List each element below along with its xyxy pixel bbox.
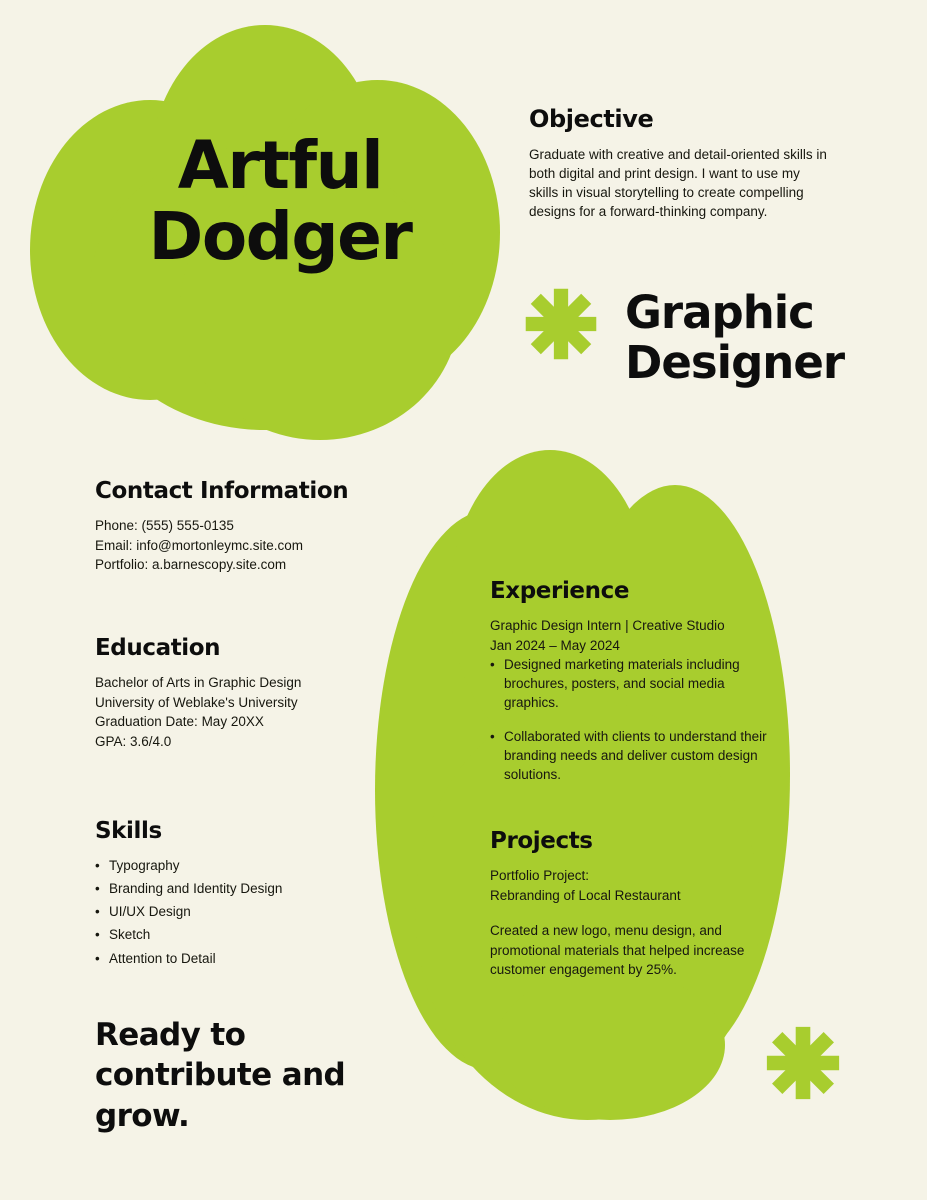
projects-section bbox=[490, 828, 780, 980]
list-item: • Attention to Detail bbox=[95, 949, 395, 968]
list-item: • Collaborated with clients to understand their branding needs and deliver custom design solutions. bbox=[490, 727, 780, 784]
list-item: • UI/UX Design bbox=[95, 902, 395, 921]
role-line-1: Graphic bbox=[625, 286, 814, 339]
tagline-line-1: Ready to bbox=[95, 1017, 246, 1053]
experience-title: Experience bbox=[490, 578, 630, 604]
role-line-2: Designer bbox=[625, 335, 845, 389]
contact-title: Contact Information bbox=[95, 478, 349, 504]
closing-tagline bbox=[95, 1015, 425, 1136]
list-item: • Designed marketing materials including brochures, posters, and social media graphics. bbox=[490, 655, 780, 712]
experience-position: Graphic Design Intern | Creative Studio bbox=[490, 618, 725, 633]
candidate-name bbox=[100, 127, 460, 276]
contact-phone: Phone: (555) 555-0135 bbox=[95, 518, 234, 533]
experience-bullets bbox=[490, 655, 780, 784]
skills-section bbox=[95, 818, 395, 972]
skills-list bbox=[95, 856, 395, 968]
education-school: University of Weblake's University bbox=[95, 694, 298, 710]
education-graduation-date: Graduation Date: May 20XX bbox=[95, 714, 264, 730]
name-first: Artful bbox=[177, 127, 383, 204]
tagline-line-2: contribute and grow. bbox=[95, 1057, 346, 1134]
project-name-line-2: Rebranding of Local Restaurant bbox=[490, 887, 681, 903]
project-name-line-1: Portfolio Project: bbox=[490, 868, 590, 883]
skills-title: Skills bbox=[95, 818, 162, 844]
objective-section bbox=[529, 105, 829, 222]
asterisk-icon-bottom bbox=[760, 1020, 846, 1106]
contact-email: Email: info@mortonleymc.site.com bbox=[95, 537, 304, 553]
education-gpa: GPA: 3.6/4.0 bbox=[95, 733, 172, 749]
list-item: • Sketch bbox=[95, 925, 395, 944]
name-last: Dodger bbox=[148, 198, 412, 276]
projects-title: Projects bbox=[490, 828, 593, 854]
asterisk-icon bbox=[519, 282, 603, 366]
list-item: • Typography bbox=[95, 856, 395, 875]
job-role bbox=[625, 288, 925, 387]
education-section bbox=[95, 635, 395, 751]
objective-title: Objective bbox=[529, 105, 654, 133]
contact-section bbox=[95, 478, 395, 575]
education-degree: Bachelor of Arts in Graphic Design bbox=[95, 675, 302, 690]
contact-portfolio: Portfolio: a.barnescopy.site.com bbox=[95, 557, 287, 573]
experience-section bbox=[490, 578, 780, 798]
objective-text: Graduate with creative and detail-oriented skills in both digital and print design. I want to use my skills in visual storytelling to create compelling designs for a forward-thinking company. bbox=[529, 147, 827, 220]
education-title: Education bbox=[95, 635, 221, 661]
list-item: • Branding and Identity Design bbox=[95, 879, 395, 898]
project-description: Created a new logo, menu design, and promotional materials that helped increase customer engagement by 25%. bbox=[490, 923, 745, 978]
experience-dates: Jan 2024 – May 2024 bbox=[490, 637, 620, 653]
